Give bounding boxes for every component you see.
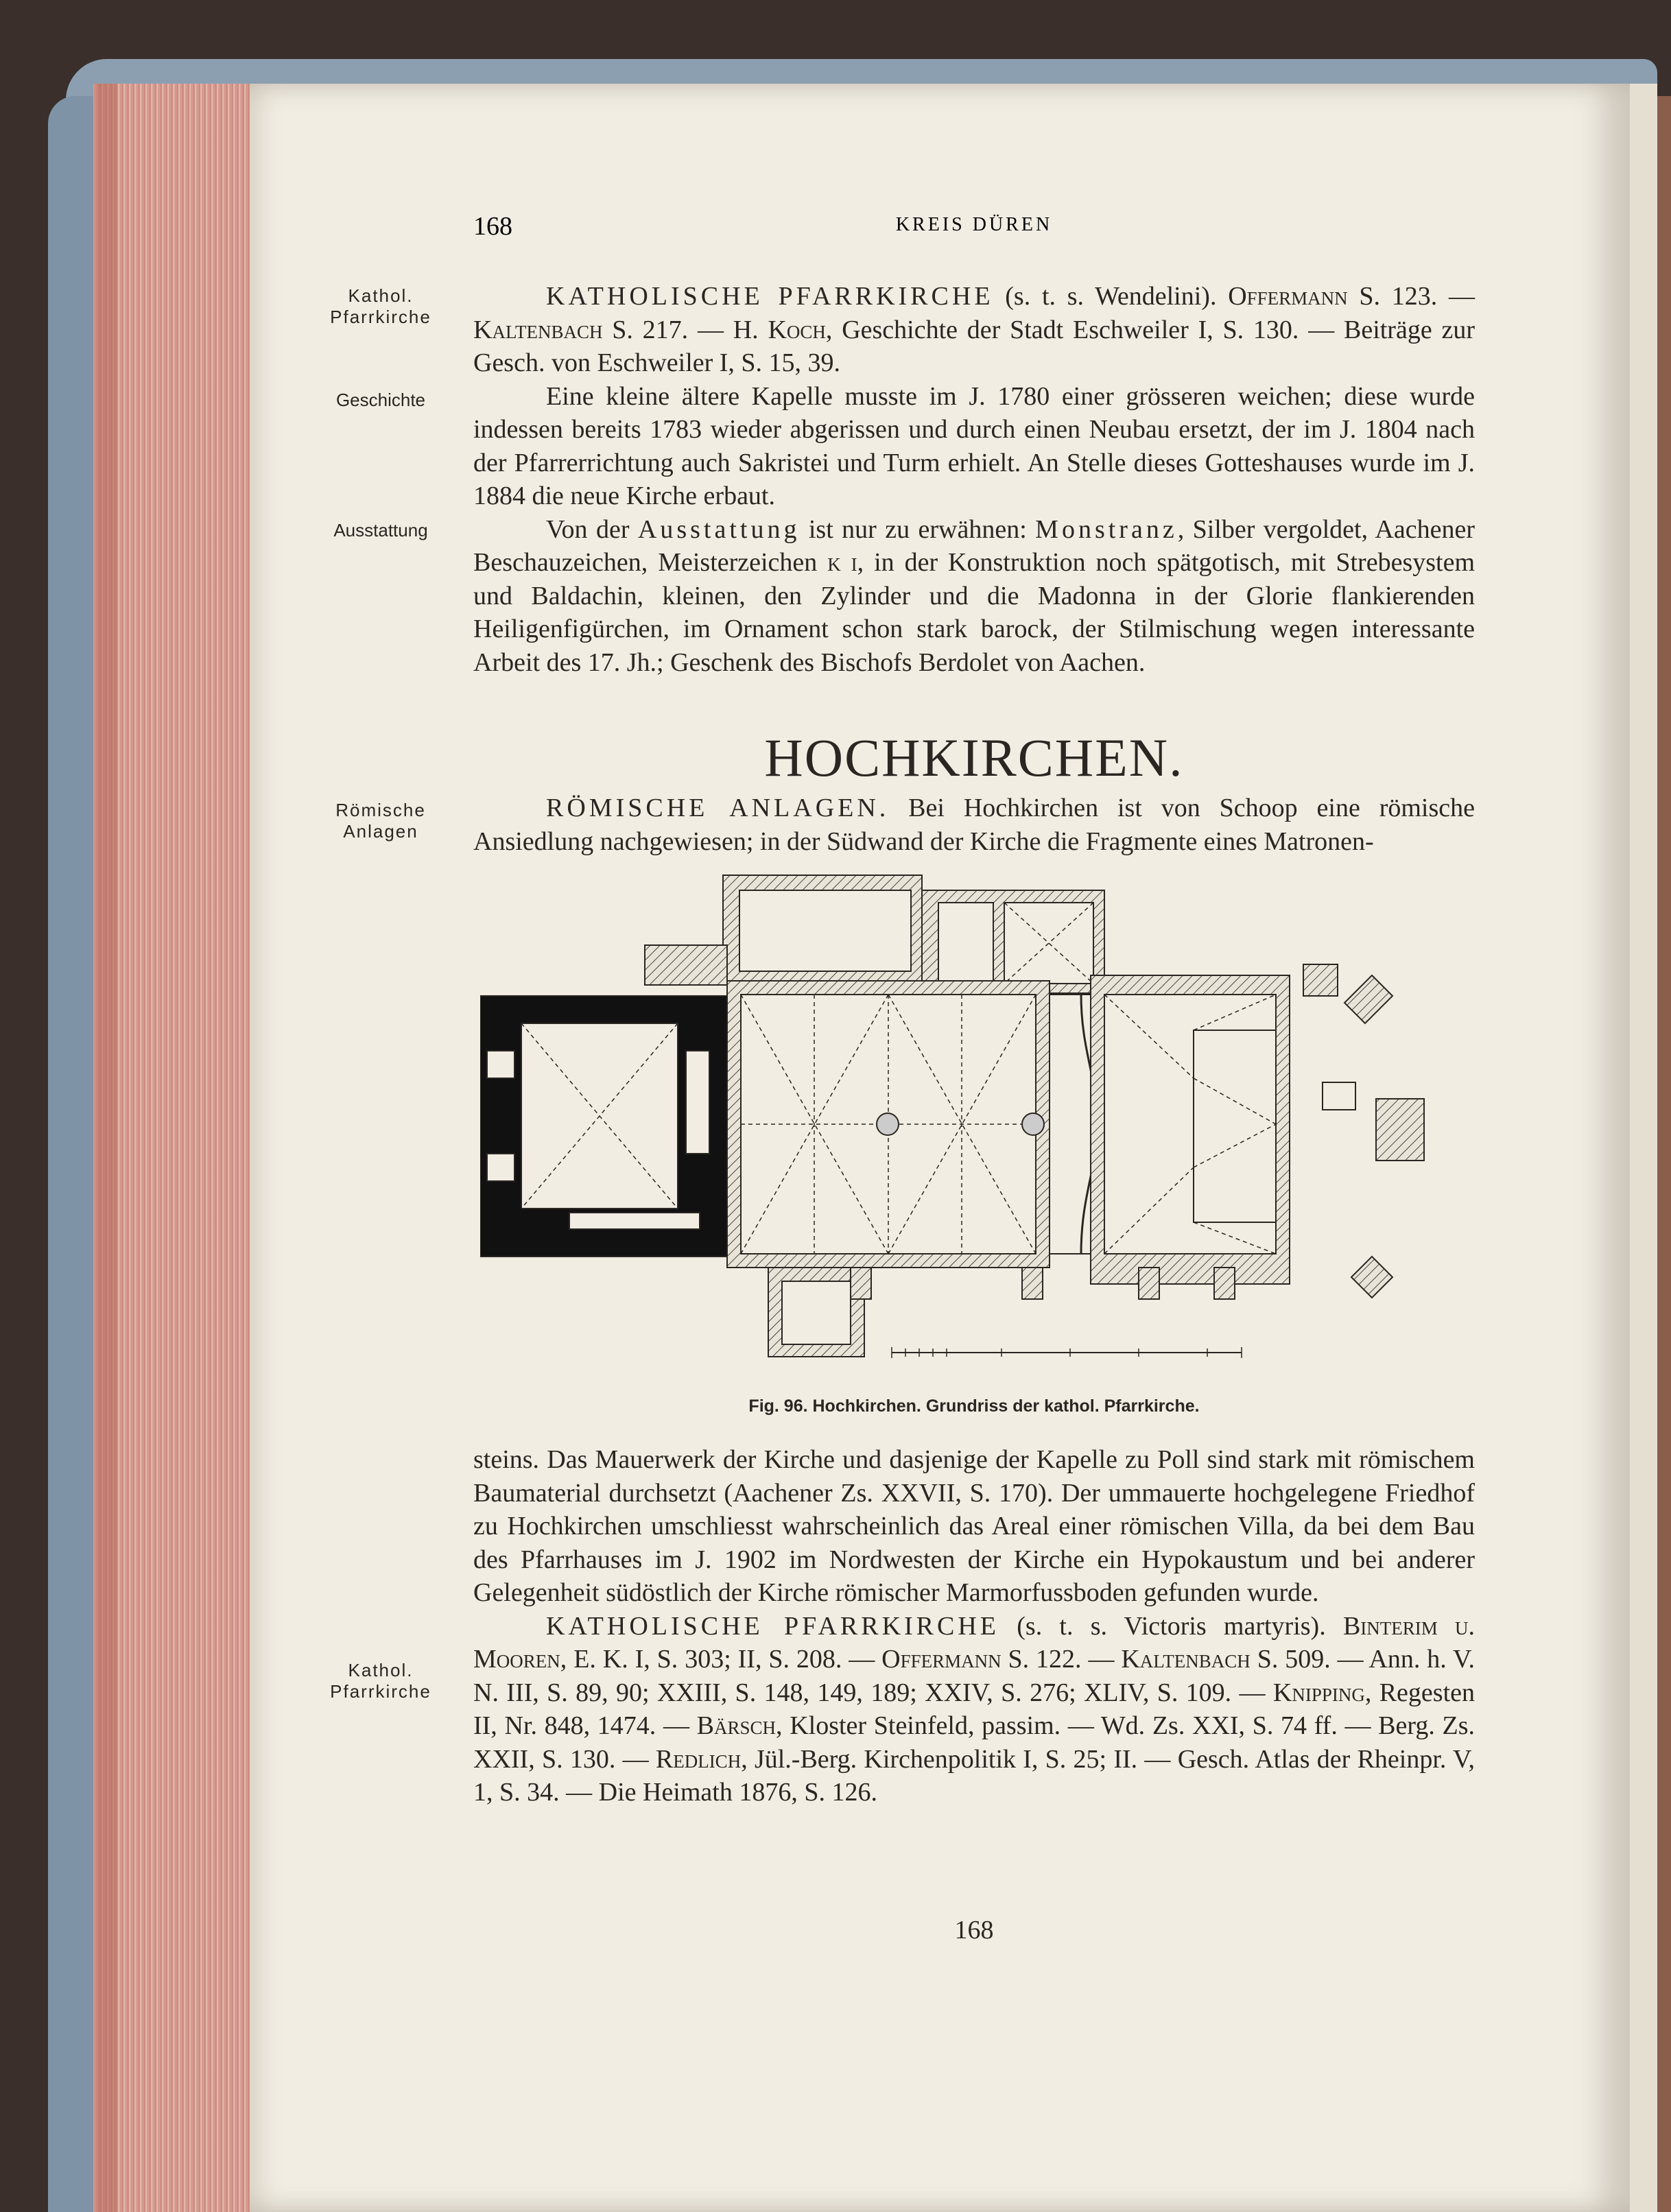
author-name: Bärsch: [696, 1711, 777, 1740]
paragraph-ausstattung: [473, 513, 1475, 680]
facing-page: [1630, 84, 1657, 2212]
text-run: , Kloster Steinfeld, passim. — Wd. Zs. XXI, S. 74 ff. — Berg. Zs. XXII, S. 130. —: [473, 1711, 1475, 1774]
text-run: , Geschichte der Stadt Eschweiler I, S. 130. — Beiträge zur Gesch. von Eschweiler I, S. 15, 39.: [473, 315, 1475, 377]
margin-note-line: Pfarrkirche: [330, 1681, 431, 1702]
text-run: , Silber vergoldet, Aachener Beschauzeichen, Meisterzeichen: [473, 514, 1475, 577]
spaced-term: Ausstattung: [637, 514, 801, 544]
text-run: (s. t. s. Victoris martyris).: [999, 1611, 1343, 1641]
lead-in: KATHOLISCHE PFARRKIRCHE: [546, 282, 994, 311]
page-stack-shadow: [96, 84, 117, 2212]
author-name: Kaltenbach: [1121, 1645, 1251, 1674]
section-hochkirchen-text: [473, 1443, 1475, 1809]
text-run: ist nur zu erwähnen:: [800, 514, 1036, 544]
author-name: Offermann: [881, 1645, 1002, 1674]
text-run: , in der Konstruktion noch spätgotisch, mit Strebesystem und Baldachin, kleinen, den Zylinder und die Madonna in der Glorie flankierenden Heiligenfigürchen, im Ornament schon stark barock, der Stilmischung wegen interessante Arbeit des 17. Jh.; Geschenk des Bischofs Berdolet von Aachen.: [473, 548, 1476, 677]
text-run: S. 122. —: [1001, 1645, 1122, 1674]
page-stack-edges: [93, 84, 251, 2212]
author-name: Koch: [768, 315, 826, 344]
margin-note-ausstattung: Ausstattung: [333, 520, 428, 540]
margin-note-kathol-pfarrkirche: [302, 285, 460, 328]
author-name: Knipping: [1272, 1678, 1365, 1707]
author-name: Redlich: [655, 1744, 742, 1774]
page-number-bottom: 168: [954, 1916, 994, 1945]
running-title: KREIS DÜREN: [895, 214, 1053, 235]
text-run: S. 123. —: [1347, 282, 1476, 311]
paragraph-roman-finds: steins. Das Mauerwerk der Kirche und dasjenige der Kapelle zu Poll sind stark mit römischem Baumaterial durchsetzt (Aachener Zs. XXVII, S. 170). Der ummauerte hochgelegene Friedhof zu Hochkirchen umschliesst wahrscheinlich das Areal einer römischen Villa, da bei dem Bau des Pfarrhauses im J. 1902 im Nordwesten der Kirche ein Hypokaustum und bei anderer Gelegenheit südöstlich der Kirche römischer Marmorfussboden gefunden wurde.: [473, 1445, 1475, 1607]
margin-note-line: Kathol.: [348, 285, 414, 306]
margin-note-line: Kathol.: [348, 1660, 414, 1680]
lead-in: KATHOLISCHE PFARRKIRCHE: [546, 1611, 1000, 1641]
paragraph-literature-hochkirchen: [473, 1610, 1475, 1809]
lead-in: RÖMISCHE ANLAGEN.: [546, 794, 890, 822]
text-run: Von der: [546, 514, 638, 544]
text-run: Bei Hochkirchen ist von Schoop eine römische Ansiedlung nachgewiesen; in der Südwand der Kirche die Fragmente eines Matronen-: [473, 794, 1475, 856]
paragraph-literature: [473, 280, 1475, 380]
running-head: [473, 211, 1475, 246]
paragraph-roemische-anlagen: [473, 792, 1475, 858]
section-kathol-pfarrkirche-eschweiler: [473, 280, 1475, 679]
spaced-term: Monstranz: [1035, 514, 1178, 544]
margin-note-line: Anlagen: [343, 821, 418, 842]
margin-note-kathol-pfarrkirche-2: [302, 1660, 460, 1702]
text-run: , Regesten II, Nr. 848, 1474. —: [473, 1678, 1475, 1740]
page-number-top: 168: [473, 212, 512, 241]
figure-caption: Fig. 96. Hochkirchen. Grundriss der kathol. Pfarrkirche.: [748, 1396, 1200, 1416]
margin-note-line: Pfarrkirche: [330, 307, 431, 327]
margin-note-roemische-anlagen: [302, 800, 460, 842]
text-run: S. 509. — Ann. h. V. N. III, S. 89, 90; XXIII, S. 148, 149, 189; XXIV, S. 276; XLIV, S. 109. —: [473, 1645, 1475, 1707]
author-name: Offermann: [1228, 282, 1348, 311]
section-heading-hochkirchen: HOCHKIRCHEN.: [764, 728, 1184, 787]
text-run: S. 217. — H.: [602, 315, 768, 344]
text-run: , Jül.-Berg. Kirchenpolitik I, S. 25; II. — Gesch. Atlas der Rheinpr. V, 1, S. 34. — Die Heimath 1876, S. 126.: [473, 1744, 1476, 1807]
author-name: Binterim u. Mooren: [473, 1611, 1475, 1674]
paragraph-geschichte: Eine kleine ältere Kapelle musste im J. 1780 einer grösseren weichen; diese wurde indessen bereits 1783 wieder abgerissen und durch einen Neubau ersetzt, der im J. 1804 nach der Pfarrerrichtung auch Sakristei und Turm erhielt. An Stelle dieses Gotteshauses wurde im J. 1884 die neue Kirche erbaut.: [473, 381, 1475, 510]
author-name: Kaltenbach: [473, 315, 603, 344]
margin-note-geschichte: Geschichte: [335, 390, 426, 410]
master-mark: k i: [827, 548, 857, 577]
floor-plan-figure: [480, 872, 1495, 1388]
text-run: (s. t. s. Wendelini).: [993, 282, 1229, 311]
margin-note-line: Römische: [335, 800, 426, 820]
text-run: , E. K. I, S. 303; II, S. 208. —: [560, 1645, 882, 1674]
